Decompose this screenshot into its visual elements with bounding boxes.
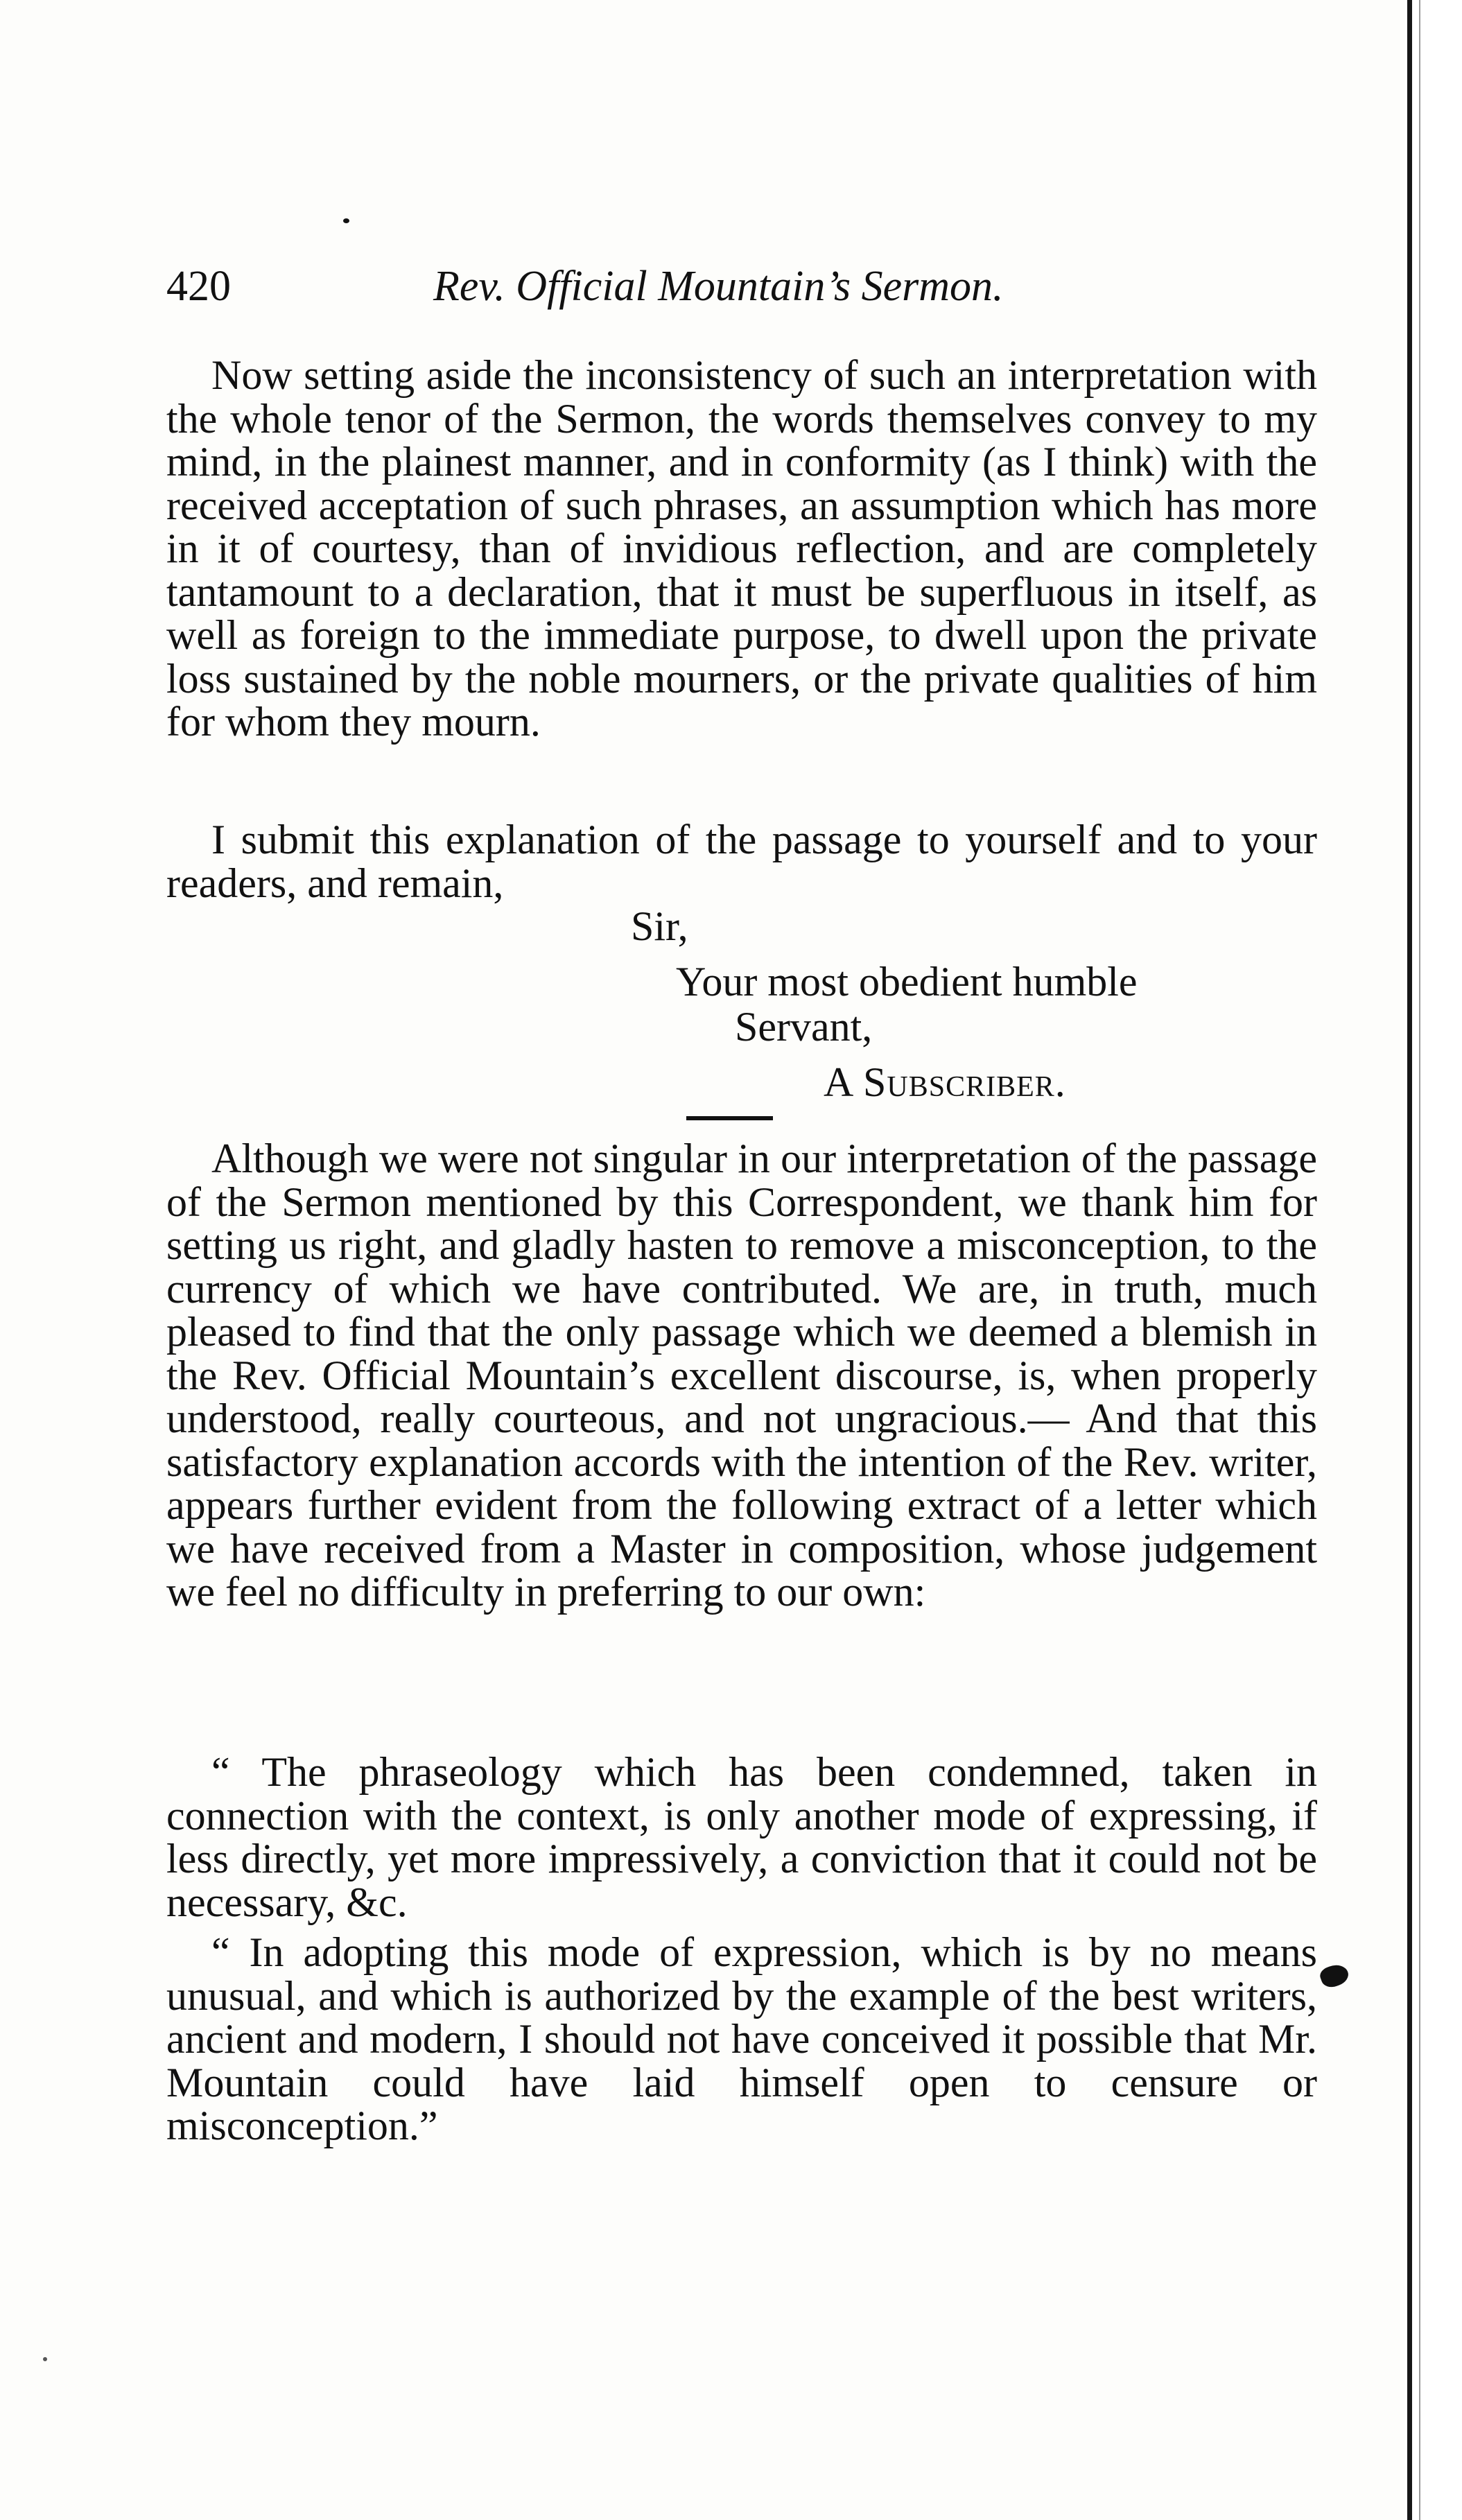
ink-speck [343,218,349,223]
paragraph [166,1137,1317,1614]
page-number: 420 [166,263,231,310]
paragraph-text: I submit this explanation of the passage to yourself and to your readers, and remain, [166,817,1317,906]
letter-signature: A Subscriber. [824,1059,1066,1105]
paragraph-text: “ In adopting this mode of expression, which is by no means unusual, and which is authorized by the example of the best writers, ancient and modern, I should not have conceived it possible that Mr. Mountain could have laid himself open to censure or misconception.” [166,1929,1317,2148]
paragraph [166,354,1317,744]
letter-salutation: Sir, [631,903,688,949]
letter-closing-line: Your most obedient humble [676,959,1138,1005]
section-divider [686,1116,773,1120]
letter-closing-line: Servant, [735,1004,873,1050]
page-edge [1405,0,1462,2520]
running-head: Rev. Official Mountain’s Sermon. [433,263,1004,310]
ink-speck [43,2357,47,2361]
paragraph-text: “ The phraseology which has been condemned, taken in connection with the context, is only another mode of expressing, if less directly, yet more impressively, a conviction that it could not be necessary, &c. [166,1749,1317,1925]
paragraph-text: Although we were not singular in our interpretation of the passage of the Sermon mentioned by this Correspondent, we thank him for setting us right, and gladly hasten to remove a misconception, to the currency of which we have contributed. We are, in truth, much pleased to find that the only passage which we deemed a blemish in the Rev. Official Mountain’s excellent discourse, is, when properly understood, really courteous, and not ungracious.— And that this satisfactory explanation accords with the intention of the Rev. writer, appears further evident from the following extract of a letter which we have received from a Master in composition, whose judgement we feel no difficulty in preferring to our own: [166,1136,1317,1615]
quoted-paragraph [166,1931,1317,2148]
quoted-paragraph [166,1750,1317,1924]
ink-blot [1318,1961,1351,1990]
paragraph [166,818,1317,905]
page-header [166,255,1345,318]
binding-rule-thin [1419,0,1420,2520]
paragraph-text: Now setting aside the inconsistency of such an interpretation with the whole tenor of the Sermon, the words themselves convey to my mind, in the plainest manner, and in conformity (as I think) with the received acceptation of such phrases, an assumption which has more in it of courtesy, than of invidious reflection, and are completely tantamount to a declaration, that it must be superfluous in itself, as well as foreign to the immediate purpose, to dwell upon the private loss sustained by the noble mourners, or the private qualities of him for whom they mourn. [166,352,1317,745]
binding-rule [1407,0,1412,2520]
